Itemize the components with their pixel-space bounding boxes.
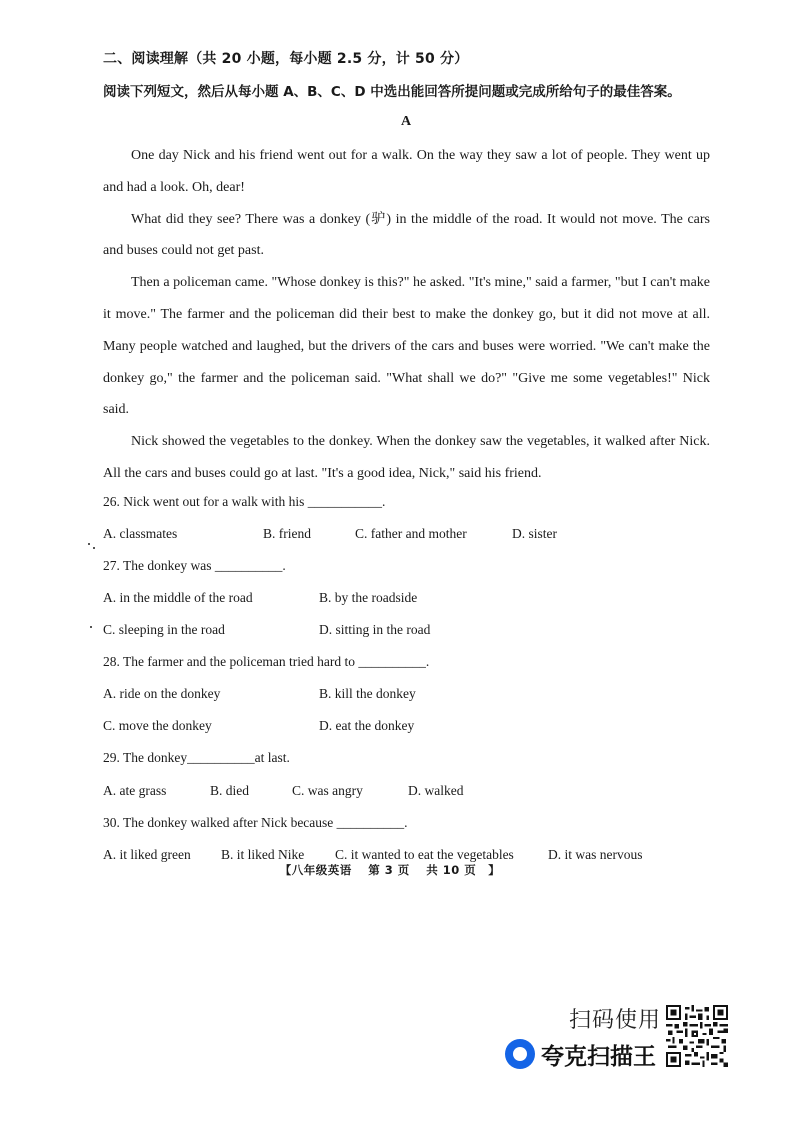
passage-paragraph: Then a policeman came. "Whose donkey is this?" he asked. "It's mine," said a farmer, "but I can't make it move." The farmer and the policeman did their best to make the donkey go, but it did not move at all. Many people watched and laughed, but the drivers of the cars and buses were worried. "We can't make the donkey go," the farmer and the policeman said. "What shall we do?" "Give me some vegetables!" Nick said.: [103, 275, 710, 418]
option-b[interactable]: B. died: [210, 783, 249, 798]
question-29: 29. The donkey__________at last.: [103, 750, 290, 765]
option-d[interactable]: D. walked: [408, 783, 464, 798]
options-28a: [103, 686, 723, 706]
option-d[interactable]: D. sitting in the road: [319, 622, 431, 637]
option-b[interactable]: B. by the roadside: [319, 590, 418, 605]
options-28b: [103, 718, 723, 738]
section-instruction: 阅读下列短文，然后从每小题 A、B、C、D 中选出能回答所提问题或完成所给句子的最佳答案。: [103, 84, 681, 100]
option-c[interactable]: C. sleeping in the road: [103, 622, 225, 637]
passage-paragraph: What did they see? There was a donkey (驴) in the middle of the road. It would not move. The cars and buses could not get past.: [103, 211, 710, 259]
option-d[interactable]: D. sister: [512, 526, 557, 541]
option-c[interactable]: C. it wanted to eat the vegetables: [335, 847, 514, 862]
passage-text: [103, 140, 710, 490]
option-c[interactable]: C. was angry: [292, 783, 363, 798]
scan-speck: [90, 626, 92, 628]
scan-speck: [93, 547, 95, 549]
option-a[interactable]: A. in the middle of the road: [103, 590, 253, 605]
passage-paragraph: Nick showed the vegetables to the donkey. When the donkey saw the vegetables, it walked after Nick. All the cars and buses could go at last. "It's a good idea, Nick," said his friend.: [103, 434, 710, 481]
question-28: 28. The farmer and the policeman tried hard to __________.: [103, 654, 430, 669]
qr-code-icon[interactable]: [666, 1005, 728, 1067]
page-footer: 【八年级英语 第 3 页 共 10 页 】: [279, 863, 501, 877]
section-title: 二、阅读理解（共 20 小题，每小题 2.5 分，计 50 分）: [103, 51, 469, 67]
option-b[interactable]: B. friend: [263, 526, 311, 541]
option-b[interactable]: B. it liked Nike: [221, 847, 305, 862]
option-b[interactable]: B. kill the donkey: [319, 686, 416, 701]
quark-logo-icon: [505, 1039, 535, 1069]
scan-speck: [88, 543, 90, 545]
option-d[interactable]: D. eat the donkey: [319, 718, 415, 733]
option-a[interactable]: A. ride on the donkey: [103, 686, 221, 701]
option-a[interactable]: A. it liked green: [103, 847, 191, 862]
question-30: 30. The donkey walked after Nick because __________.: [103, 815, 408, 830]
question-26: 26. Nick went out for a walk with his ___________.: [103, 494, 386, 509]
option-a[interactable]: A. ate grass: [103, 783, 167, 798]
option-a[interactable]: A. classmates: [103, 526, 178, 541]
option-c[interactable]: C. move the donkey: [103, 718, 212, 733]
option-c[interactable]: C. father and mother: [355, 526, 467, 541]
passage-label: A: [400, 114, 412, 129]
passage-paragraph: One day Nick and his friend went out for a walk. On the way they saw a lot of people. They went up and had a look. Oh, dear!: [103, 148, 710, 195]
option-d[interactable]: D. it was nervous: [548, 847, 643, 862]
options-26: [103, 526, 723, 546]
options-29: [103, 783, 723, 803]
brand-name: 夸克扫描王: [541, 1043, 656, 1070]
options-27a: [103, 590, 723, 610]
question-27: 27. The donkey was __________.: [103, 558, 286, 573]
scan-prompt: 扫码使用: [569, 1008, 662, 1033]
scanner-brand: [505, 1037, 656, 1071]
options-27b: [103, 622, 723, 642]
